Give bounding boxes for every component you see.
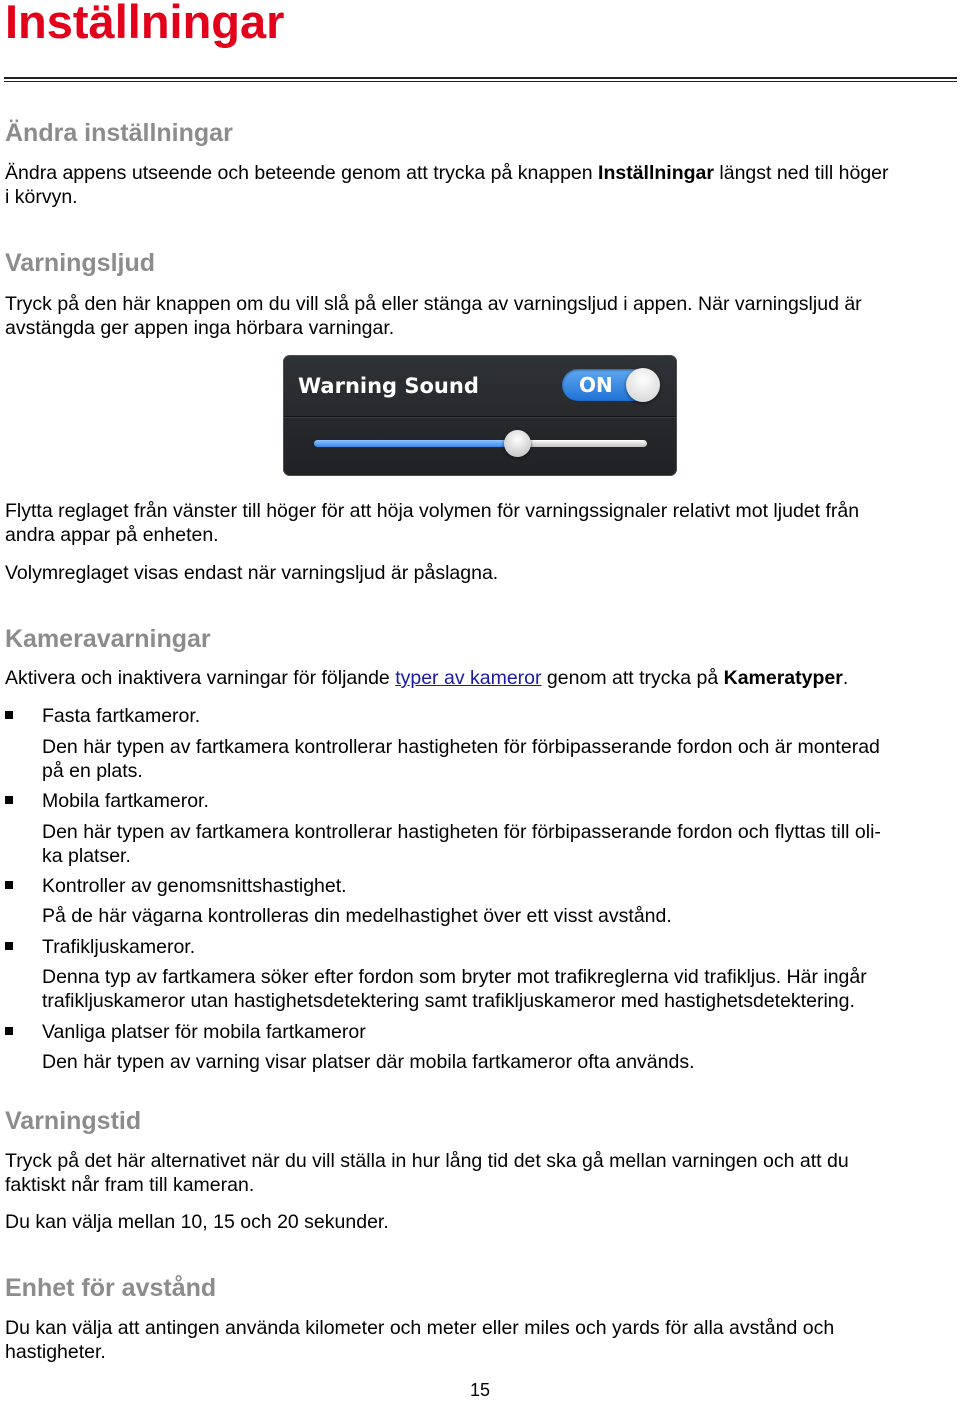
list-item-title: Fasta fartkameror. — [42, 705, 201, 727]
title-rule-thin — [4, 81, 957, 82]
toggle-on-label: ON — [579, 373, 613, 397]
list-item-description: Den här typen av fartkamera kontrollerar hastigheten för förbipasserande fordon och är monterad på en plats. — [42, 736, 880, 782]
bullet-marker — [5, 1027, 13, 1035]
page-number: 15 — [469, 1380, 491, 1400]
list-item-title: Mobila fartkameror. — [42, 790, 209, 812]
toggle-knob — [626, 368, 660, 402]
bullet-marker — [5, 881, 13, 889]
list-item-title: Trafikljuskameror. — [42, 936, 196, 958]
list-item-title: Vanliga platser för mobila fartkameror — [42, 1021, 366, 1043]
list-item-description: Den här typen av varning visar platser där mobila fartkameror ofta används. — [42, 1051, 695, 1073]
paragraph-reglage: Flytta reglaget från vänster till höger för att höja volymen för varningssignaler relativt mot ljudet från andra appar på enheten. — [5, 500, 860, 546]
paragraph-sekunder: Du kan välja mellan 10, 15 och 20 sekunder. — [5, 1211, 389, 1233]
volume-track-empty — [519, 440, 647, 447]
camera-types-link[interactable]: typer av kameror — [395, 667, 542, 689]
heading-kameravarningar: Kameravarningar — [5, 625, 211, 653]
heading-andra-installningar: Ändra inställningar — [5, 119, 233, 147]
warning-sound-panel — [283, 355, 677, 476]
list-item-description: Denna typ av fartkamera söker efter fordon som bryter mot trafikreglerna vid trafikljus. Här ingår trafikljuskameror utan hastighetsdetektering samt trafikljuskameror med hastighetsdetektering. — [42, 966, 867, 1012]
warning-sound-label: Warning Sound — [298, 374, 479, 398]
bullet-marker — [5, 796, 13, 804]
paragraph-kameravarningar: Aktivera och inaktivera varningar för följande typer av kameror genom att trycka på Kameratyper. — [5, 667, 849, 689]
title-rule-thick — [4, 77, 957, 79]
bullet-marker — [5, 942, 13, 950]
heading-varningstid: Varningstid — [5, 1107, 142, 1135]
list-item-description: Den här typen av fartkamera kontrollerar hastigheten för förbipasserande fordon och flyttas till oli- ka platser. — [42, 821, 881, 867]
paragraph-andra: Ändra appens utseende och beteende genom att trycka på knappen Inställningar längst ned till höger i körvyn. — [5, 162, 889, 208]
page-title: Inställningar — [5, 0, 285, 48]
heading-enhet-for-avstand: Enhet för avstånd — [5, 1274, 217, 1302]
volume-track-filled — [314, 440, 519, 447]
heading-varningsljud: Varningsljud — [5, 249, 156, 277]
bullet-marker — [5, 711, 13, 719]
panel-divider — [284, 416, 676, 418]
paragraph-varningsljud: Tryck på den här knappen om du vill slå på eller stänga av varningsljud i appen. När varningsljud är avstängda ger appen inga hörbara varningar. — [5, 293, 862, 339]
paragraph-volymreglage: Volymreglaget visas endast när varningsljud är påslagna. — [5, 562, 499, 584]
warning-sound-toggle[interactable] — [562, 369, 660, 401]
paragraph-varningstid: Tryck på det här alternativet när du vill ställa in hur lång tid det ska gå mellan varningen och att du faktiskt når fram till kameran. — [5, 1150, 849, 1196]
list-item-description: På de här vägarna kontrolleras din medelhastighet över ett visst avstånd. — [42, 905, 672, 927]
list-item-title: Kontroller av genomsnittshastighet. — [42, 875, 347, 897]
volume-slider-handle[interactable] — [504, 430, 531, 457]
paragraph-enhet: Du kan välja att antingen använda kilometer och meter eller miles och yards för alla avstånd och hastigheter. — [5, 1317, 835, 1363]
